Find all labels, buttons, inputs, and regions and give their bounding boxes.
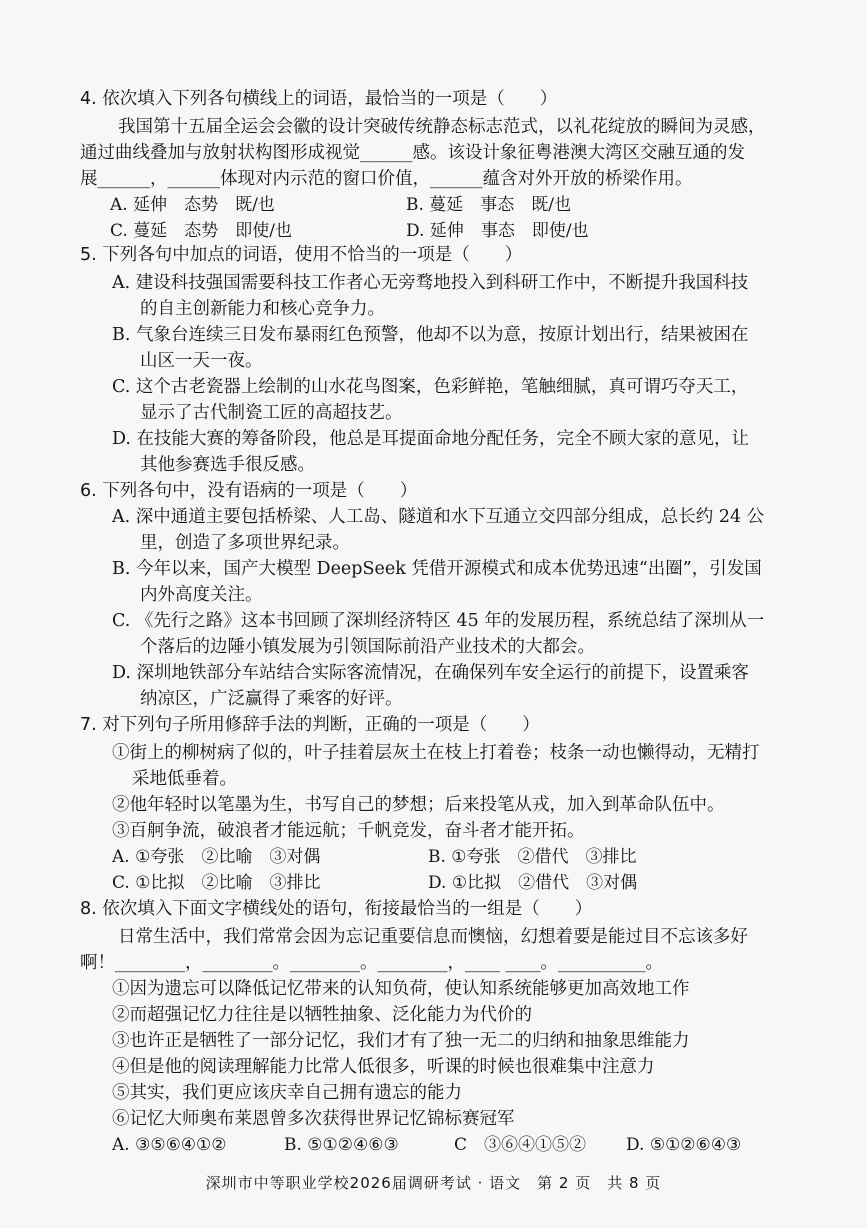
option-a: A. ①夸张 ②比喻 ③对偶 [112, 847, 321, 867]
question-4-title: 4. 依次填入下列各句横线上的词语，最恰当的一项是（ ） [80, 89, 558, 109]
question-6-option-a-line-1: A. 深中通道主要包括桥梁、人工岛、隧道和水下互通立交四部分组成，总长约 24 公 [112, 507, 765, 527]
option-b: B. 蔓延 事态 既/也 [406, 195, 572, 215]
question-4-line-2: 通过曲线叠加与放射状构图形成视觉______感。该设计象征粤港澳大湾区交融互通的发 [80, 143, 745, 163]
question-6-option-c-line-1: C. 《先行之路》这本书回顾了深圳经济特区 45 年的发展历程，系统总结了深圳从一 [112, 611, 765, 631]
question-8-passage-line-1: 日常生活中，我们常常会因为忘记重要信息而懊恼，幻想着要是能过目不忘该多好 [118, 927, 748, 947]
question-5-title: 5. 下列各句中加点的词语，使用不恰当的一项是（ ） [80, 245, 523, 265]
question-6-option-d-line-2: 纳凉区，广泛赢得了乘客的好评。 [140, 689, 403, 709]
option-d: D. ⑤①②⑥④③ [626, 1135, 742, 1155]
question-6-option-b-line-2: 内外高度关注。 [140, 585, 263, 605]
question-7-sentence-1-line-1: ①街上的柳树病了似的，叶子挂着层灰土在枝上打着卷；枝条一动也懒得动，无精打 [112, 743, 760, 763]
question-7-sentence-2: ②他年轻时以笔墨为生，书写自己的梦想；后来投笔从戎，加入到革命队伍中。 [112, 795, 725, 815]
question-8-item-2: ②而超强记忆力往往是以牺牲抽象、泛化能力为代价的 [112, 1005, 532, 1025]
option-b: B. ⑤①②④⑥③ [284, 1135, 399, 1155]
question-8-passage-line-2: 啊！________，________。________。________，____ ____。__________。 [80, 953, 664, 973]
question-5-option-d-line-2: 其他参赛选手很反感。 [140, 455, 315, 475]
question-5-option-b-line-1: B. 气象台连续三日发布暴雨红色预警，他却不以为意，按原计划出行，结果被困在 [112, 325, 749, 345]
question-5-option-b-line-2: 山区一天一夜。 [140, 351, 263, 371]
question-7-title: 7. 对下列句子所用修辞手法的判断，正确的一项是（ ） [80, 715, 540, 735]
question-5-option-c-line-1: C. 这个古老瓷器上绘制的山水花鸟图案，色彩鲜艳，笔触细腻，真可谓巧夺天工， [112, 377, 749, 397]
option-d: D. ①比拟 ②借代 ③对偶 [428, 873, 638, 893]
question-7-sentence-3: ③百舸争流，破浪者才能远航；千帆竞发，奋斗者才能开拓。 [112, 821, 585, 841]
option-c: C. 蔓延 态势 即使/也 [110, 221, 292, 241]
question-4-line-3: 展______，______体现对内示范的窗口价值，______蕴含对外开放的桥梁作用。 [80, 169, 693, 189]
option-b: B. ①夸张 ②借代 ③排比 [428, 847, 637, 867]
question-8-item-3: ③也许正是牺牲了一部分记忆，我们才有了独一无二的归纳和抽象思维能力 [112, 1031, 690, 1051]
option-a: A. ③⑤⑥④①② [112, 1135, 227, 1155]
option-a: A. 延伸 态势 既/也 [110, 195, 275, 215]
page-footer: 深圳市中等职业学校2026届调研考试 · 语文 第 2 页 共 8 页 [205, 1174, 662, 1192]
question-8-item-4: ④但是他的阅读理解能力比常人低很多，听课的时候也很难集中注意力 [112, 1057, 655, 1077]
option-c: C. ①比拟 ②比喻 ③排比 [112, 873, 321, 893]
question-6-option-c-line-2: 个落后的边陲小镇发展为引领国际前沿产业技术的大都会。 [140, 637, 595, 657]
question-6-option-b-line-1: B. 今年以来，国产大模型 DeepSeek 凭借开源模式和成本优势迅速“出圈”，引发国 [112, 559, 762, 579]
question-5-option-d-line-1: D. 在技能大赛的筹备阶段，他总是耳提面命地分配任务，完全不顾大家的意见，让 [112, 429, 750, 449]
option-c: C ③⑥④①⑤② [454, 1135, 587, 1155]
question-6-option-a-line-2: 里，创造了多项世界纪录。 [140, 533, 350, 553]
question-7-sentence-1-line-2: 采地低垂着。 [132, 769, 237, 789]
question-8-item-1: ①因为遗忘可以降低记忆带来的认知负荷，使认知系统能够更加高效地工作 [112, 979, 690, 999]
question-8-title: 8. 依次填入下面文字横线处的语句，衔接最恰当的一组是（ ） [80, 899, 593, 919]
question-5-option-a-line-1: A. 建设科技强国需要科技工作者心无旁骛地投入到科研工作中，不断提升我国科技 [112, 273, 749, 293]
question-8-item-5: ⑤其实，我们更应该庆幸自己拥有遗忘的能力 [112, 1083, 462, 1103]
question-5-option-a-line-2: 的自主创新能力和核心竞争力。 [140, 299, 385, 319]
question-6-title: 6. 下列各句中，没有语病的一项是（ ） [80, 481, 418, 501]
question-5-option-c-line-2: 显示了古代制瓷工匠的高超技艺。 [140, 403, 403, 423]
question-4-line-1: 我国第十五届全运会会徽的设计突破传统静态标志范式，以礼花绽放的瞬间为灵感， [118, 117, 766, 137]
question-8-item-6: ⑥记忆大师奥布莱恩曾多次获得世界记忆锦标赛冠军 [112, 1109, 515, 1129]
option-d: D. 延伸 事态 即使/也 [406, 221, 589, 241]
question-6-option-d-line-1: D. 深圳地铁部分车站结合实际客流情况，在确保列车安全运行的前提下，设置乘客 [112, 663, 750, 683]
